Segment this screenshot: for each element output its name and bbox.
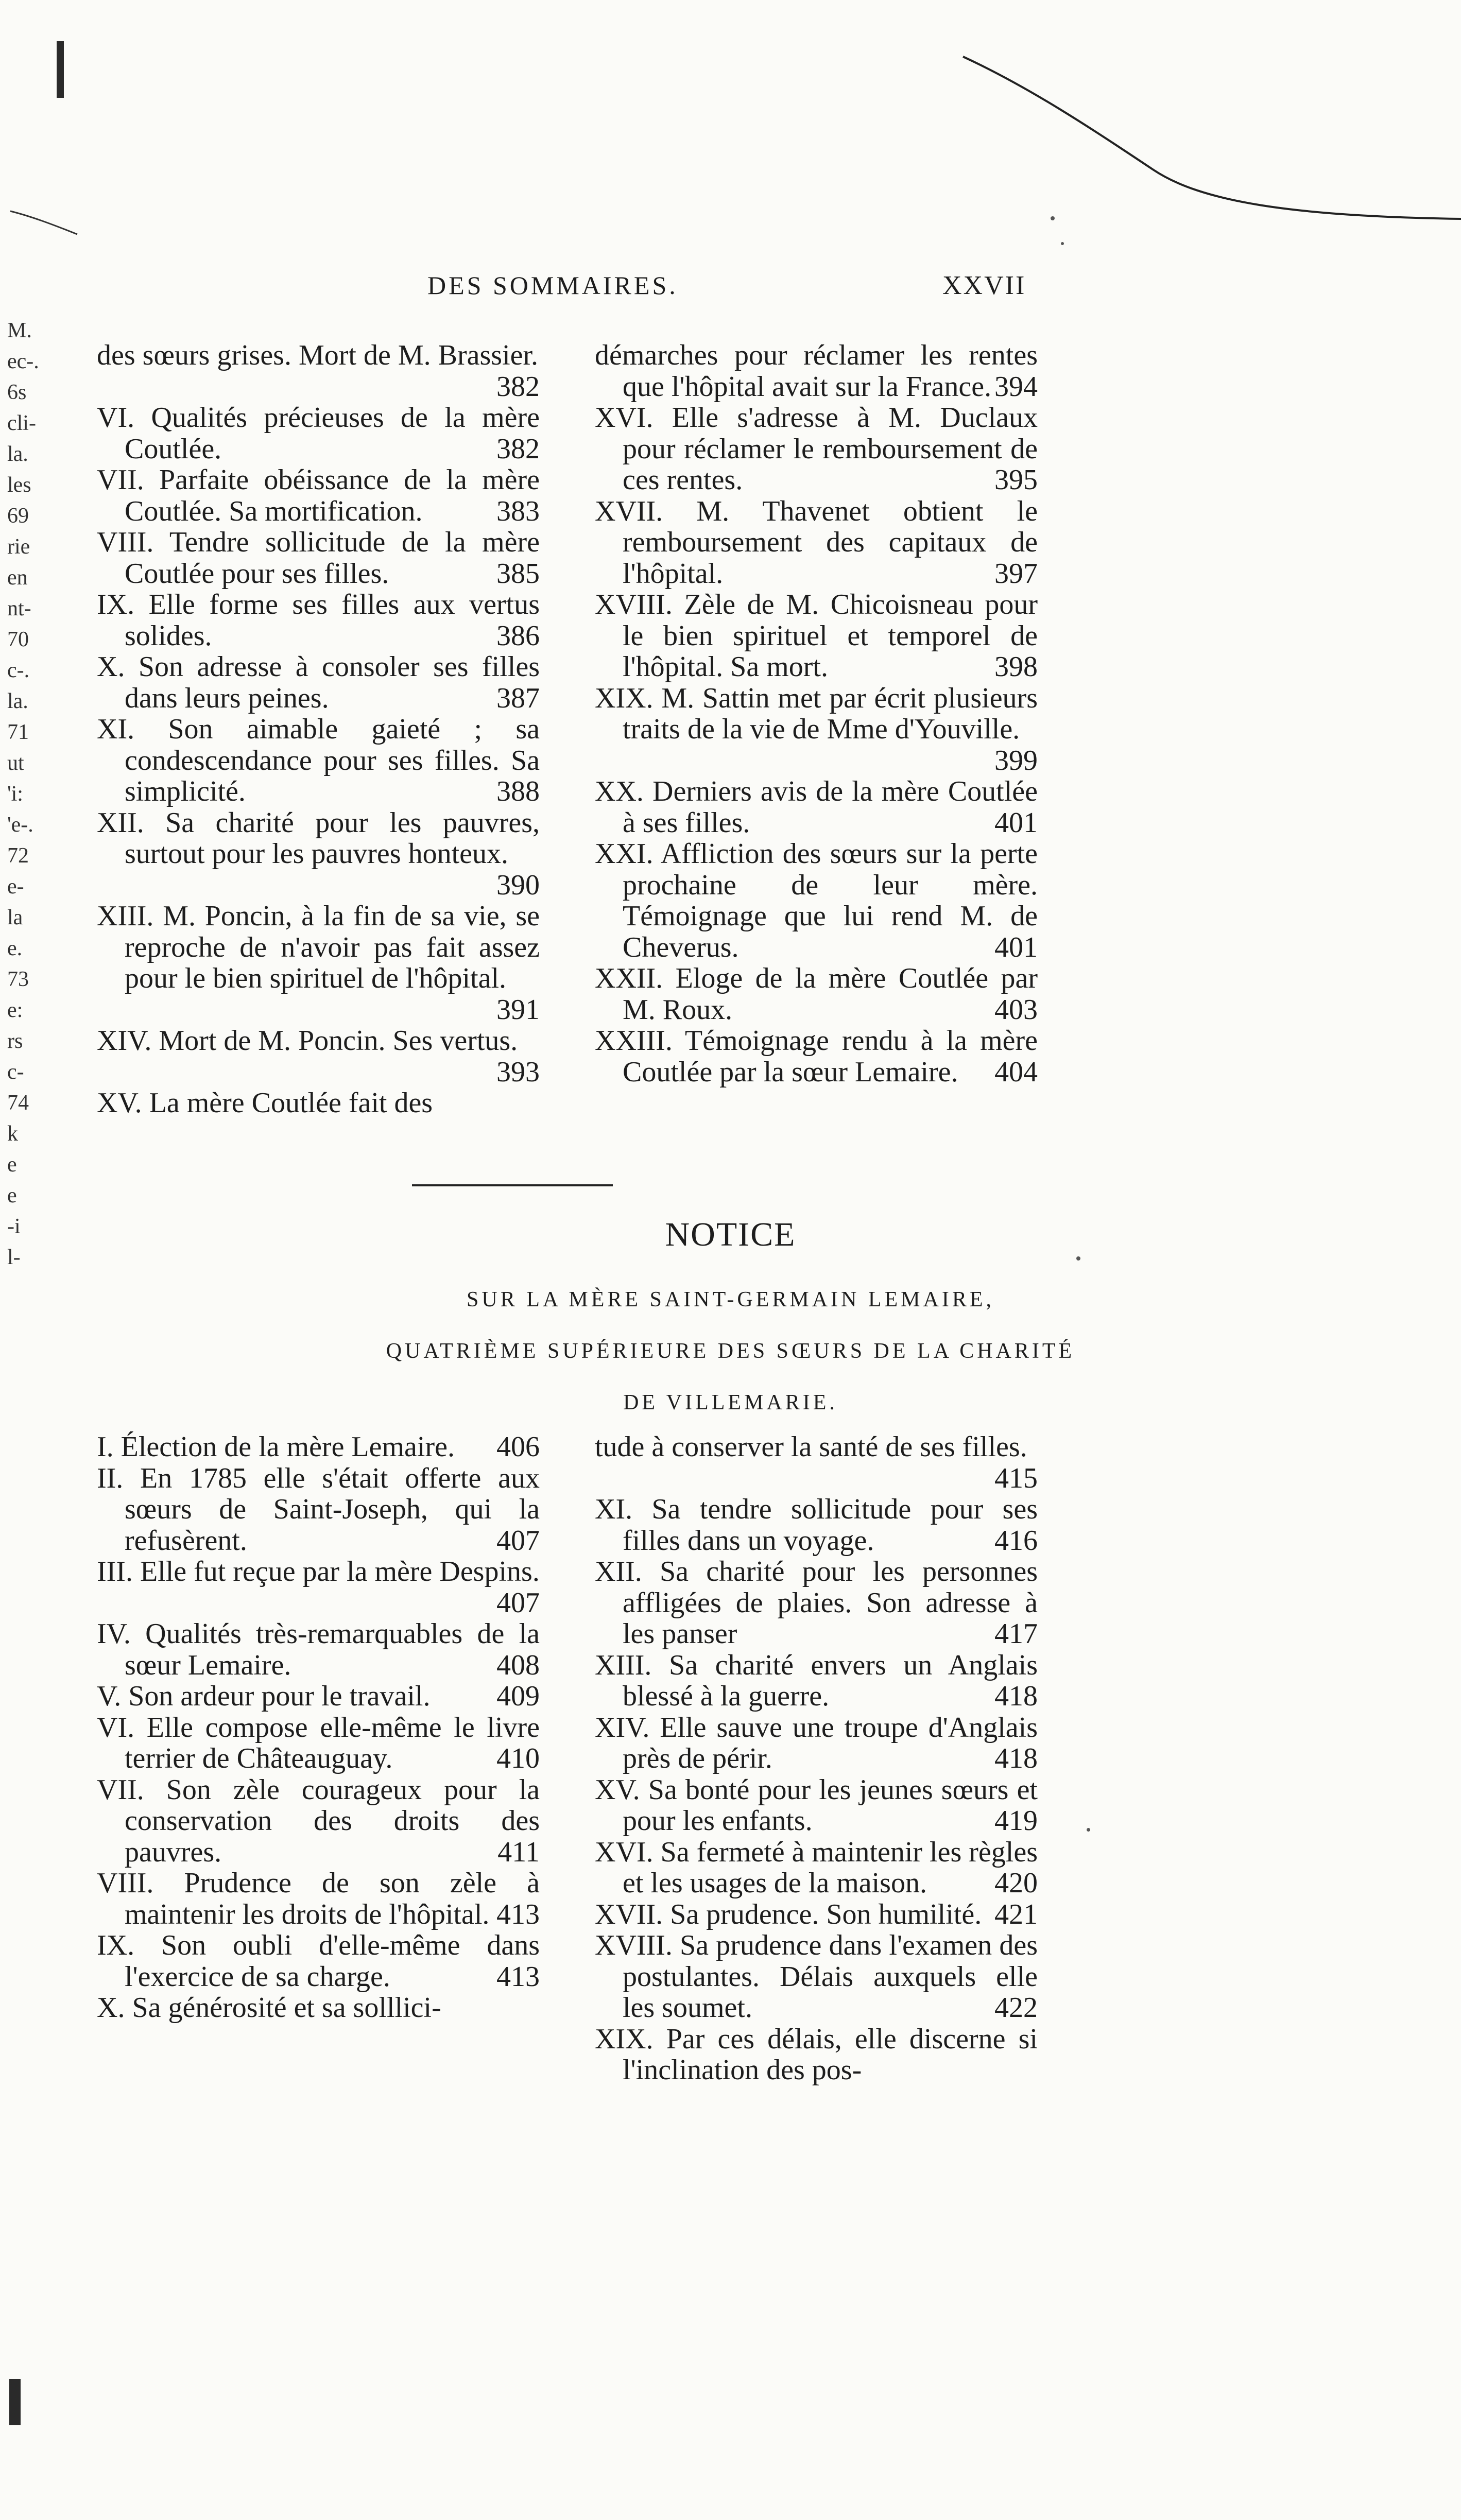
entry-text: XV. La mère Coutlée fait des [97,1087,433,1119]
contents-entry [595,963,1038,1025]
contents-entry [595,1899,1038,1930]
entry-text: I. Élection de la mère Lemaire. [97,1431,455,1463]
contents-entry [595,340,1038,402]
contents-entry [595,1930,1038,2024]
margin-fragment: les [7,473,31,497]
margin-fragment: 6s [7,381,27,404]
contents-entry [97,1992,540,2024]
margin-fragment: la [7,906,23,929]
margin-fragment: rie [7,535,30,559]
contents-entry [595,589,1038,683]
contents-entry [595,683,1038,776]
entry-text: XVIII. Zèle de M. Chicoisneau pour le bien spirituel et temporel de l'hôpital. Sa mort. [595,589,1038,683]
contents-entry [97,1774,540,1868]
notice-subtitle-3: DE VILLEMARIE. [623,1391,838,1414]
entry-page-number: 415 [994,1462,1038,1494]
contents-column-left-1 [97,340,540,1119]
contents-entry [97,1088,540,1119]
margin-fragment: cli- [7,411,36,435]
contents-entry [595,776,1038,838]
margin-fragment: rs [7,1029,23,1053]
scan-curve-mark [0,0,1461,268]
contents-entry [97,1712,540,1774]
entry-text: II. En 1785 elle s'était offerte aux sœurs de Saint-Joseph, qui la refusèrent. [97,1462,540,1557]
entry-text: XVIII. Sa prudence dans l'examen des postulantes. Délais auxquels elle les soumet. [595,1929,1038,2024]
entry-text: XIX. M. Sattin met par écrit plusieurs traits de la vie de Mme d'Youville. [595,682,1038,745]
contents-entry [97,714,540,807]
margin-fragment: 'e-. [7,813,33,837]
contents-entry [595,1774,1038,1837]
entry-text: VII. Son zèle courageux pour la conservation des droits des pauvres. [97,1773,540,1868]
entry-page-number: 421 [994,1898,1038,1930]
entry-page-number: 382 [496,370,540,403]
entry-page-number: 417 [994,1618,1038,1650]
notice-title: NOTICE [665,1216,796,1253]
entry-text: X. Sa générosité et sa solllici- [97,1992,441,2024]
entry-text: XII. Sa charité pour les pauvres, surtout pour les pauvres honteux. [97,806,540,870]
margin-fragment: ec-. [7,350,39,373]
entry-page-number: 397 [994,557,1038,590]
running-title: DES SOMMAIRES. [427,271,678,300]
margin-fragment: e [7,1153,17,1177]
entry-text: VI. Qualités précieuses de la mère Coutlée. [97,402,540,465]
speck [1076,1256,1080,1261]
speck [1087,1828,1090,1832]
entry-text: VIII. Tendre sollicitude de la mère Coutlée pour ses filles. [97,526,540,590]
contents-entry [595,838,1038,963]
entry-page-number: 386 [496,619,540,652]
contents-column-right-2 [595,1431,1038,2086]
margin-fragment: 74 [7,1091,29,1115]
contents-entry [595,1837,1038,1899]
margin-fragment: 69 [7,504,29,528]
entry-page-number: 387 [496,682,540,714]
entry-text: XXII. Eloge de la mère Coutlée par M. Roux. [595,962,1038,1026]
entry-text: V. Son ardeur pour le travail. [97,1680,431,1712]
facing-page-fragments [7,315,64,1273]
entry-page-number: 383 [496,495,540,527]
entry-page-number: 406 [496,1431,540,1463]
entry-text: XIII. Sa charité envers un Anglais blessé à la guerre. [595,1649,1038,1712]
entry-page-number: 418 [994,1742,1038,1774]
margin-fragment: e- [7,875,24,899]
margin-fragment: e. [7,937,23,960]
entry-text: VII. Parfaite obéissance de la mère Coutlée. Sa mortification. [97,464,540,527]
contents-entry [595,1431,1038,1494]
contents-entry [595,496,1038,590]
margin-fragment: M. [7,319,32,342]
margin-fragment: 71 [7,720,29,744]
entry-text: III. Elle fut reçue par la mère Despins. [97,1556,540,1587]
entry-text: XIV. Mort de M. Poncin. Ses vertus. [97,1025,518,1057]
section-divider [412,1184,613,1186]
margin-fragment: ut [7,751,24,775]
entry-text: tude à conserver la santé de ses filles. [595,1431,1027,1463]
edge-mark-top [57,41,64,98]
entry-page-number: 411 [497,1836,540,1868]
entry-text: XVI. Sa fermeté à maintenir les règles et les usages de la maison. [595,1836,1038,1899]
contents-entry [97,402,540,464]
contents-entry [595,1025,1038,1088]
entry-text: VIII. Prudence de son zèle à maintenir les droits de l'hôpital. [97,1867,540,1930]
entry-page-number: 404 [994,1056,1038,1088]
contents-entry [97,807,540,901]
entry-text: XVII. Sa prudence. Son humilité. [595,1898,982,1930]
entry-page-number: 407 [496,1524,540,1557]
contents-column-left-2 [97,1431,540,2024]
entry-page-number: 382 [496,433,540,465]
margin-fragment: k [7,1122,18,1146]
contents-entry [97,1431,540,1463]
entry-text: XVI. Elle s'adresse à M. Duclaux pour réclamer le remboursement de ces rentes. [595,402,1038,496]
entry-text: IX. Elle forme ses filles aux vertus solides. [97,589,540,652]
entry-page-number: 410 [496,1742,540,1774]
contents-entry [595,1712,1038,1774]
entry-page-number: 403 [994,993,1038,1026]
contents-entry [595,1494,1038,1556]
contents-entry [97,464,540,527]
entry-text: XV. Sa bonté pour les jeunes sœurs et pour les enfants. [595,1773,1038,1837]
margin-fragment: -i [7,1215,21,1238]
margin-fragment: nt- [7,597,31,620]
contents-entry [97,1025,540,1088]
entry-page-number: 413 [496,1960,540,1993]
margin-fragment: 73 [7,968,29,991]
entry-text: XI. Son aimable gaieté ; sa condescendance pour ses filles. Sa simplicité. [97,713,540,807]
page-number: XXVII [942,271,1026,300]
entry-text: XXI. Affliction des sœurs sur la perte prochaine de leur mère. Témoignage que lui rend M. de Cheverus. [595,838,1038,963]
entry-page-number: 416 [994,1524,1038,1557]
entry-page-number: 408 [496,1649,540,1681]
entry-text: XIV. Elle sauve une troupe d'Anglais près de périr. [595,1711,1038,1774]
contents-column-right-1 [595,340,1038,1088]
entry-text: XXIII. Témoignage rendu à la mère Coutlée par la sœur Lemaire. [595,1025,1038,1088]
entry-page-number: 395 [994,464,1038,496]
notice-subtitle-2: QUATRIÈME SUPÉRIEURE DES SŒURS DE LA CHARITÉ [386,1339,1075,1363]
edge-mark-bottom [9,2379,21,2425]
contents-entry [97,1618,540,1681]
entry-text: XIII. M. Poncin, à la fin de sa vie, se reproche de n'avoir pas fait assez pour le bien spirituel de l'hôpital. [97,900,540,994]
contents-entry [97,1681,540,1712]
contents-entry [97,340,540,402]
entry-page-number: 422 [994,1992,1038,2024]
speck [1051,216,1055,220]
contents-entry [97,589,540,651]
entry-text: démarches pour réclamer les rentes que l'hôpital avait sur la France. [595,339,1038,403]
contents-entry [97,527,540,589]
entry-text: XII. Sa charité pour les personnes affligées de plaies. Son adresse à les panser [595,1556,1038,1650]
margin-fragment: c-. [7,659,30,682]
entry-text: XI. Sa tendre sollicitude pour ses filles dans un voyage. [595,1493,1038,1557]
entry-text: XX. Derniers avis de la mère Coutlée à ses filles. [595,775,1038,839]
entry-text: VI. Elle compose elle-même le livre terrier de Châteauguay. [97,1711,540,1774]
margin-fragment: l- [7,1246,21,1269]
contents-entry [97,1868,540,1930]
running-head [0,270,1461,312]
entry-page-number: 394 [994,370,1038,403]
entry-text: XIX. Par ces délais, elle discerne si l'inclination des pos- [595,2023,1038,2086]
contents-entry [595,402,1038,496]
entry-page-number: 413 [496,1898,540,1930]
contents-entry [97,1463,540,1557]
contents-entry [97,1930,540,1992]
margin-fragment: 72 [7,844,29,868]
margin-fragment: e [7,1184,17,1207]
entry-page-number: 391 [496,993,540,1026]
entry-page-number: 409 [496,1680,540,1712]
contents-entry [595,1556,1038,1650]
contents-entry [595,1650,1038,1712]
margin-fragment: la. [7,442,28,466]
entry-page-number: 420 [994,1867,1038,1899]
entry-page-number: 385 [496,557,540,590]
speck [1061,242,1064,245]
contents-entry [97,901,540,1025]
margin-fragment: 70 [7,628,29,651]
entry-text: XVII. M. Thavenet obtient le remboursement des capitaux de l'hôpital. [595,495,1038,590]
notice-subtitle-1: SUR LA MÈRE SAINT-GERMAIN LEMAIRE, [467,1288,994,1311]
entry-page-number: 418 [994,1680,1038,1712]
entry-text: IV. Qualités très-remarquables de la sœur Lemaire. [97,1618,540,1681]
entry-page-number: 393 [496,1056,540,1088]
entry-page-number: 398 [994,651,1038,683]
entry-text: des sœurs grises. Mort de M. Brassier. [97,339,539,371]
contents-entry [595,2024,1038,2086]
entry-text: IX. Son oubli d'elle-même dans l'exercice de sa charge. [97,1929,540,1993]
entry-page-number: 419 [994,1805,1038,1837]
entry-page-number: 390 [496,869,540,901]
margin-fragment: 'i: [7,782,23,806]
entry-page-number: 399 [994,744,1038,776]
contents-entry [97,1556,540,1618]
margin-fragment: e: [7,998,23,1022]
entry-page-number: 401 [994,931,1038,963]
margin-fragment: la. [7,689,28,713]
entry-page-number: 401 [994,806,1038,839]
entry-text: X. Son adresse à consoler ses filles dans leurs peines. [97,651,540,714]
margin-fragment: c- [7,1060,24,1084]
contents-entry [97,651,540,714]
entry-page-number: 407 [496,1586,540,1619]
entry-page-number: 388 [496,775,540,807]
margin-fragment: en [7,566,28,590]
